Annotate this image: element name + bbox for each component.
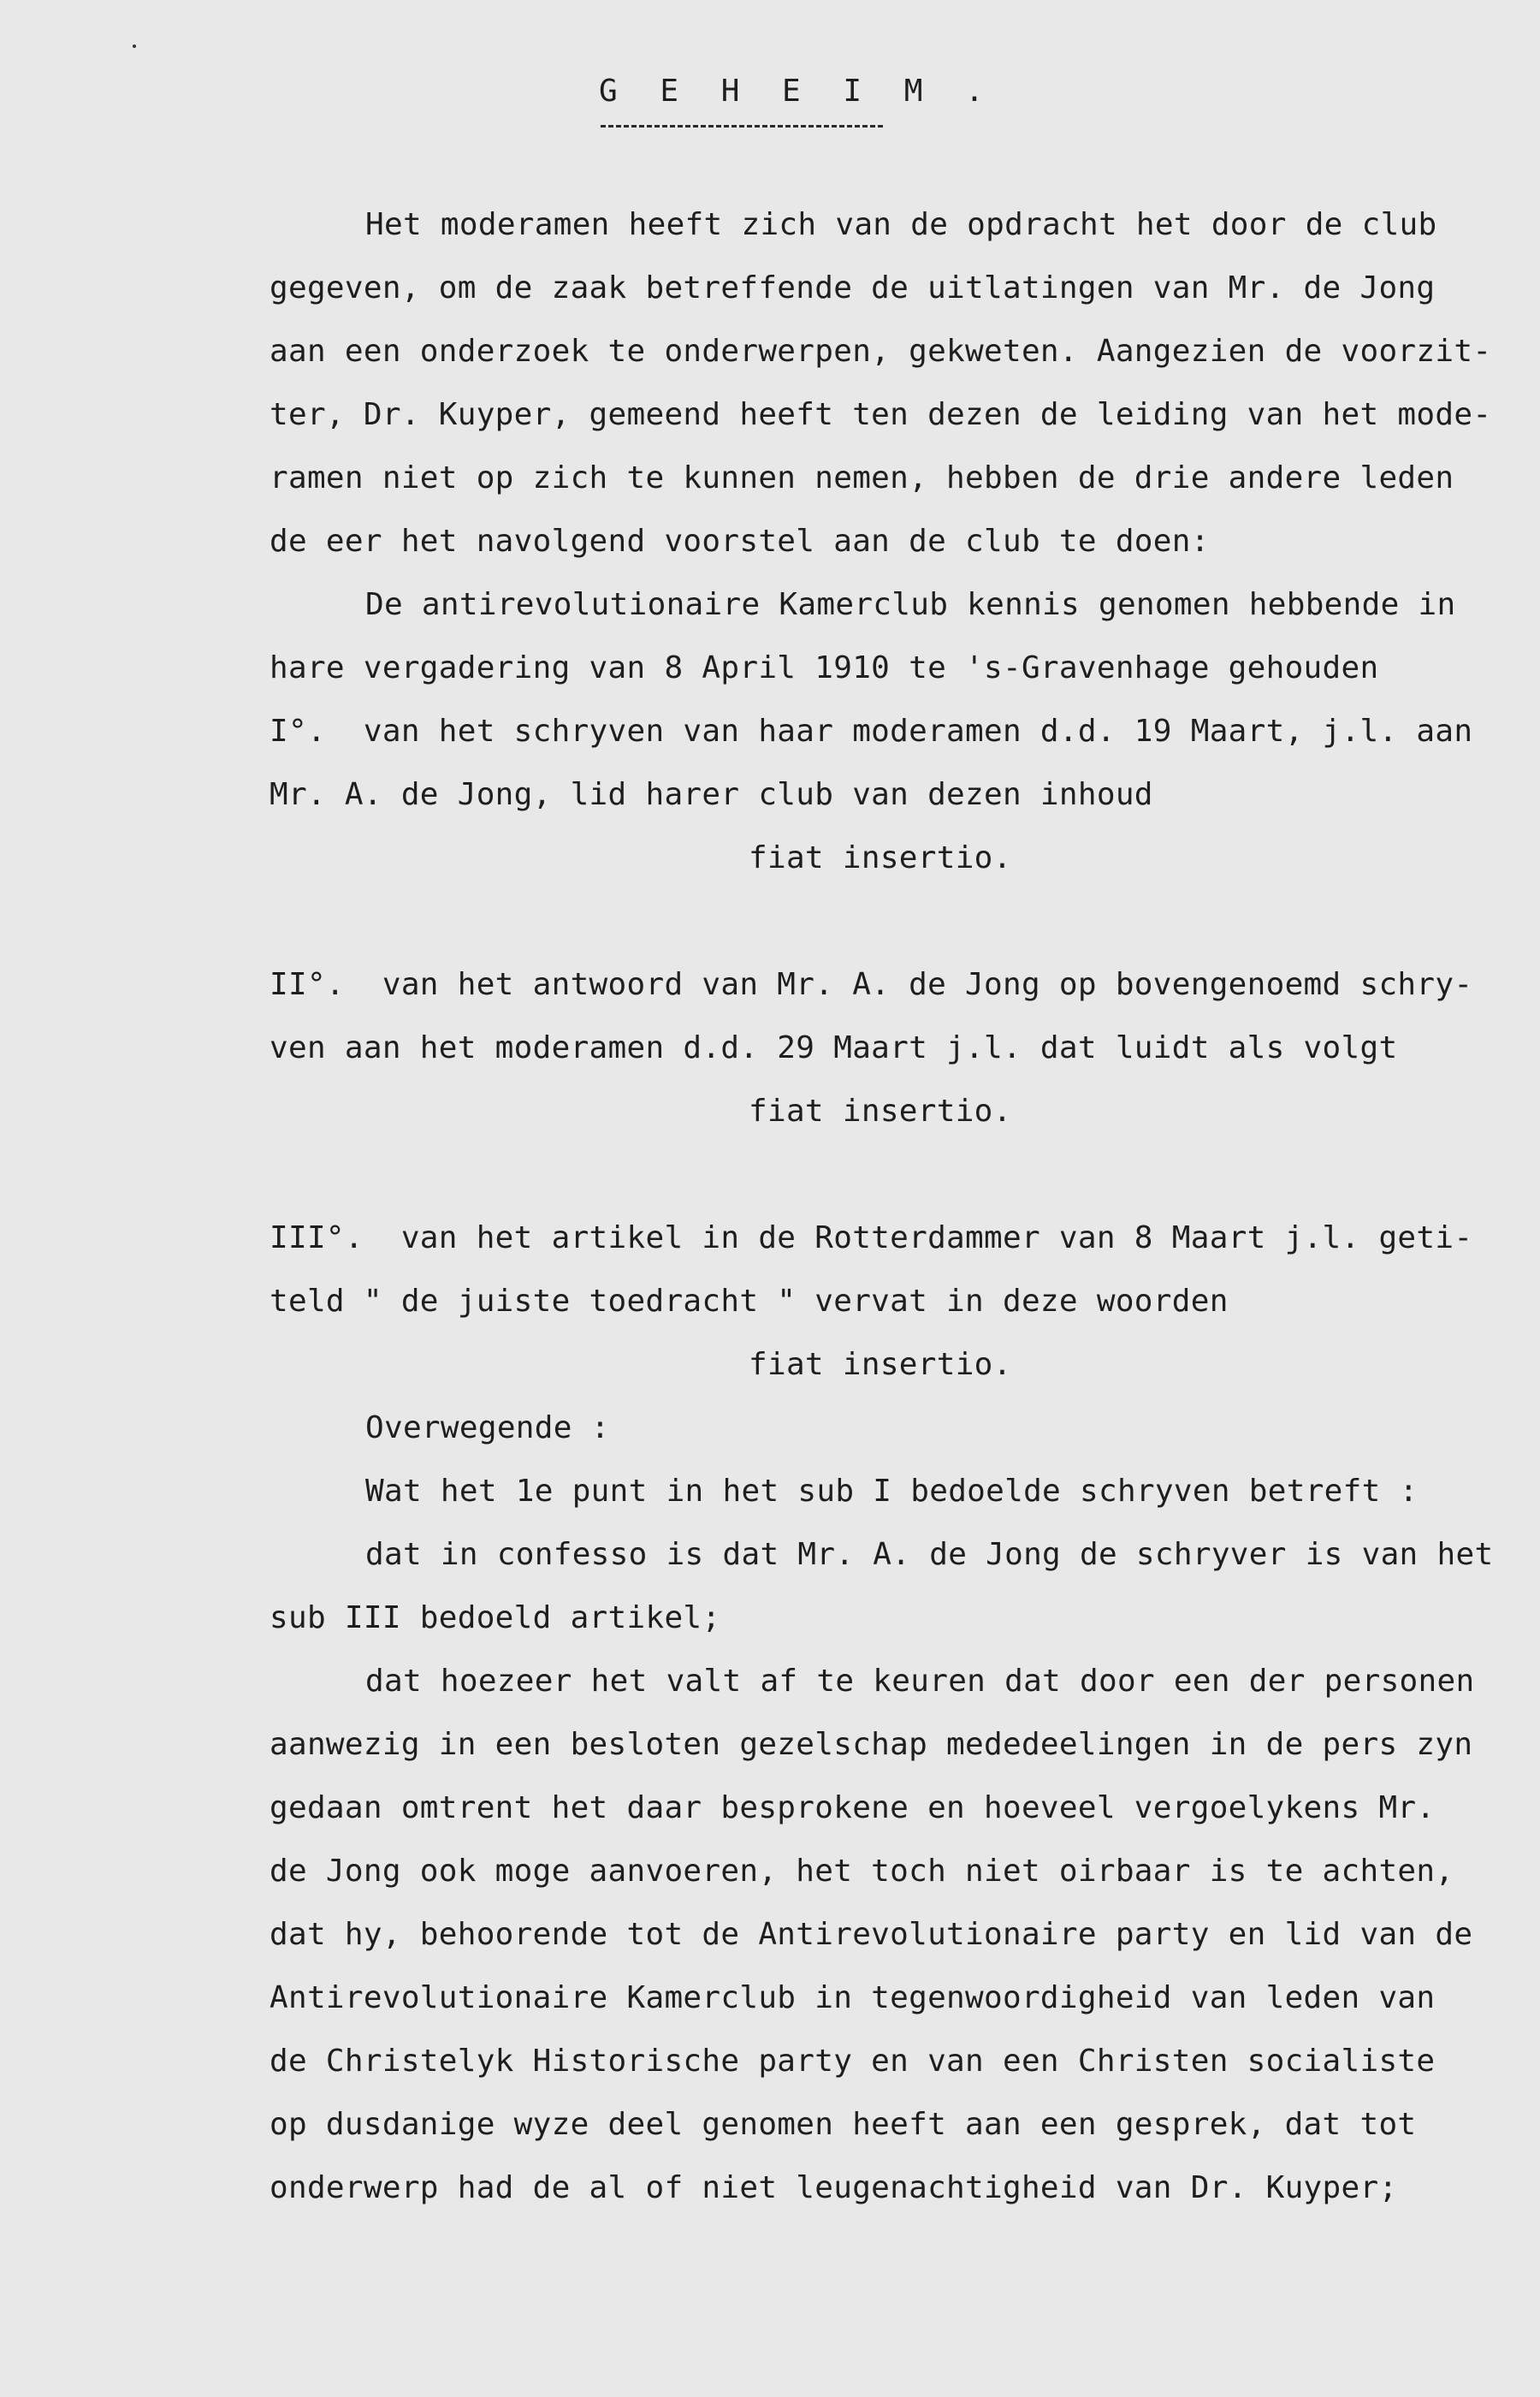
text-line-1: Het moderamen heeft zich van de opdracht het door de club (365, 207, 1437, 242)
text-line-21: sub III bedoeld artikel; (270, 1600, 721, 1635)
text-line-6: de eer het navolgend voorstel aan de club te doen: (270, 524, 1210, 559)
text-line-15: III°. van het artikel in de Rotterdammer van 8 Maart j.l. geti- (270, 1220, 1473, 1255)
text-line-20: dat in confesso is dat Mr. A. de Jong de schryver is van het (365, 1537, 1494, 1572)
text-line-26: dat hy, behoorende tot de Antirevolutionaire party en lid van de (270, 1917, 1473, 1952)
text-line-4: ter, Dr. Kuyper, gemeend heeft ten dezen de leiding van het mode- (270, 397, 1492, 432)
text-line-16: teld " de juiste toedracht " vervat in deze woorden (270, 1284, 1229, 1319)
text-line-25: de Jong ook moge aanvoeren, het toch niet oirbaar is te achten, (270, 1854, 1454, 1889)
text-line-5: ramen niet op zich te kunnen nemen, hebben de drie andere leden (270, 460, 1454, 495)
text-line-9: I°. van het schryven van haar moderamen d.d. 19 Maart, j.l. aan (270, 714, 1473, 749)
text-line-22: dat hoezeer het valt af te keuren dat door een der personen (365, 1664, 1475, 1699)
fiat-insertio-1: fiat insertio. (749, 840, 1012, 875)
text-line-23: aanwezig in een besloten gezelschap mededeelingen in de pers zyn (270, 1727, 1473, 1762)
text-line-10: Mr. A. de Jong, lid harer club van dezen inhoud (270, 777, 1153, 812)
text-line-30: onderwerp had de al of niet leugenachtigheid van Dr. Kuyper; (270, 2170, 1398, 2205)
text-line-8: hare vergadering van 8 April 1910 te 's-Gravenhage gehouden (270, 650, 1379, 685)
text-line-3: aan een onderzoek te onderwerpen, gekweten. Aangezien de voorzit- (270, 334, 1492, 369)
text-line-2: gegeven, om de zaak betreffende de uitlatingen van Mr. de Jong (270, 270, 1436, 306)
fiat-insertio-2: fiat insertio. (749, 1094, 1012, 1129)
text-line-19: Wat het 1e punt in het sub I bedoelde schryven betreft : (365, 1474, 1419, 1509)
text-line-13: ven aan het moderamen d.d. 29 Maart j.l. dat luidt als volgt (270, 1030, 1398, 1065)
document-heading: G E H E I M . (599, 74, 996, 109)
text-line-28: de Christelyk Historische party en van een Christen socialiste (270, 2044, 1436, 2079)
text-line-7: De antirevolutionaire Kamerclub kennis genomen hebbende in (365, 587, 1456, 622)
text-line-27: Antirevolutionaire Kamerclub in tegenwoordigheid van leden van (270, 1980, 1436, 2015)
heading-underline (601, 125, 883, 128)
text-line-18: Overwegende : (365, 1410, 610, 1445)
text-line-12: II°. van het antwoord van Mr. A. de Jong op bovengenoemd schry- (270, 967, 1473, 1002)
text-line-24: gedaan omtrent het daar besprokene en hoeveel vergoelykens Mr. (270, 1790, 1436, 1825)
text-line-29: op dusdanige wyze deel genomen heeft aan een gesprek, dat tot (270, 2107, 1417, 2142)
fiat-insertio-3: fiat insertio. (749, 1347, 1012, 1382)
paper-speck (133, 44, 136, 48)
